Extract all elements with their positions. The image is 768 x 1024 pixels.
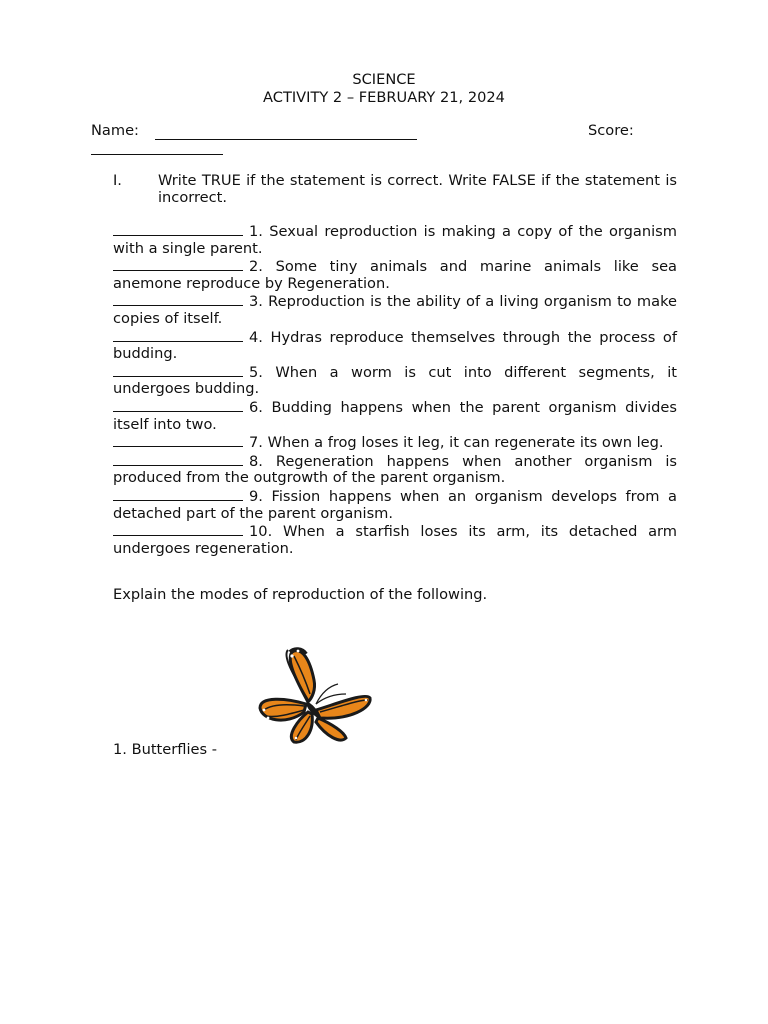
question-item	[113, 452, 677, 487]
answer-blank[interactable]	[113, 522, 243, 536]
question-item	[113, 222, 677, 257]
butterfly-image	[246, 620, 424, 752]
question-item	[113, 363, 677, 398]
true-false-items	[113, 222, 677, 557]
answer-blank[interactable]	[113, 363, 243, 377]
score-label: Score:	[588, 122, 634, 139]
answer-blank[interactable]	[113, 433, 243, 447]
question-item	[113, 487, 677, 522]
explain-prompt: Explain the modes of reproduction of the following.	[113, 586, 488, 603]
worksheet-title: SCIENCE	[352, 71, 416, 88]
question-item	[113, 292, 677, 327]
instructions-text: Write TRUE if the statement is correct. Write FALSE if the statement is incorrect.	[158, 172, 677, 206]
question-text: 7. When a frog loses it leg, it can regenerate its own leg.	[249, 434, 664, 452]
question-text: 6. Budding happens when the parent organism divides itself into two.	[113, 398, 677, 433]
question-text: 8. Regeneration happens when another organism is produced from the outgrowth of the parent organism.	[113, 452, 677, 487]
question-text: 3. Reproduction is the ability of a living organism to make copies of itself.	[113, 293, 677, 327]
question-item	[113, 257, 677, 292]
name-blank-line[interactable]	[155, 139, 417, 140]
question-text: 4. Hydras reproduce themselves through the process of budding.	[113, 328, 677, 363]
question-text: 2. Some tiny animals and marine animals like sea anemone reproduce by Regeneration.	[113, 258, 677, 292]
question-item	[113, 328, 677, 363]
name-label: Name:	[91, 122, 139, 139]
question-item	[113, 433, 677, 452]
answer-blank[interactable]	[113, 257, 243, 271]
worksheet-subtitle: ACTIVITY 2 – FEBRUARY 21, 2024	[263, 89, 505, 106]
question-butterflies: 1. Butterflies -	[113, 741, 217, 758]
question-item	[113, 398, 677, 433]
question-text: 1. Sexual reproduction is making a copy of the organism with a single parent.	[113, 223, 677, 257]
answer-blank[interactable]	[113, 487, 243, 501]
name-score-row	[91, 122, 691, 142]
answer-blank[interactable]	[113, 398, 243, 412]
question-item	[113, 522, 677, 557]
answer-blank[interactable]	[113, 452, 243, 466]
question-text: 10. When a starfish loses its arm, its detached arm undergoes regeneration.	[113, 523, 677, 557]
question-text: 9. Fission happens when an organism develops from a detached part of the parent organism.	[113, 487, 677, 522]
answer-blank[interactable]	[113, 328, 243, 342]
answer-blank[interactable]	[113, 292, 243, 306]
score-blank-line[interactable]	[91, 154, 223, 155]
question-text: 5. When a worm is cut into different segments, it undergoes budding.	[113, 363, 677, 398]
butterfly-icon	[246, 620, 424, 752]
answer-blank[interactable]	[113, 222, 243, 236]
section-number: I.	[113, 172, 122, 189]
